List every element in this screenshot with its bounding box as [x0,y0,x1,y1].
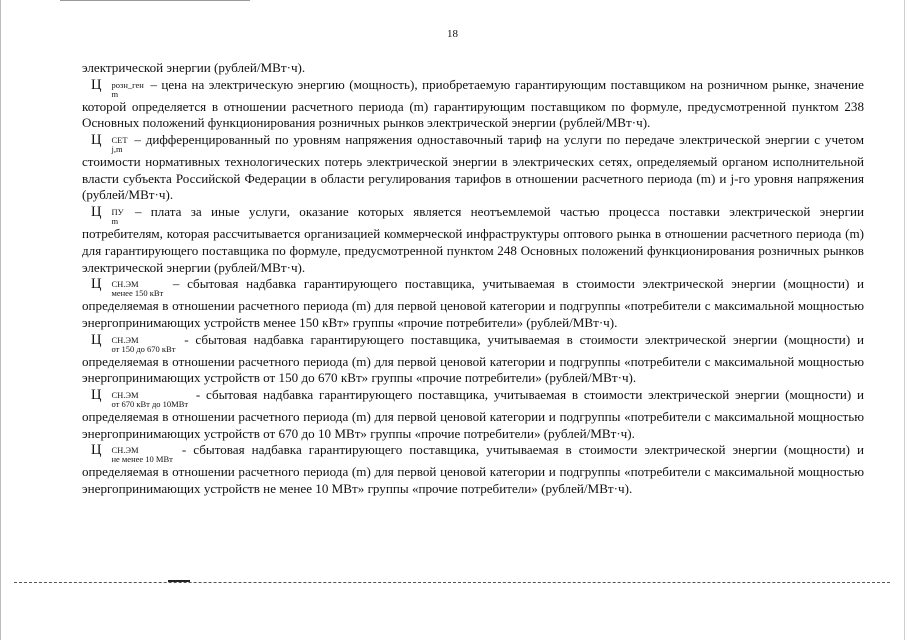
definition-text: – дифференцированный по уровням напряжения одноставочный тариф на услуги по передаче электрической энергии с учетом стоимости нормативных технологических потерь электрической энергии в электрических сетях, определяемый органом исполнительной власти субъекта Российской Федерации в области регулирования тарифов в отношении расчетного периода (m) и j-го уровня напряжения (рублей/МВт·ч). [82,132,864,203]
page-bottom-dashed-rule [14,582,890,583]
price-symbol-subscript: m [111,88,119,99]
document-body [82,60,864,498]
definition-paragraph [82,332,864,387]
scan-left-edge-line [0,0,1,640]
price-symbol [91,442,175,465]
price-symbol-indices [102,336,175,354]
price-symbol-superscript: розн_ген [111,79,144,90]
intro-line: электрической энергии (рублей/МВт·ч). [82,60,306,75]
price-symbol [91,204,126,227]
definition-paragraph [82,77,864,132]
definition-paragraph [82,276,864,331]
price-symbol-subscript: j,m [111,144,123,155]
definition-paragraph [82,132,864,204]
price-symbol [91,386,190,409]
price-symbol-subscript: m [111,216,119,227]
price-symbol-subscript: не менее 10 МВт [111,454,173,465]
definition-paragraph [82,387,864,442]
price-symbol-superscript: СН.ЭМ [111,445,139,456]
page-number: 18 [447,28,458,40]
price-symbol [91,331,177,354]
price-symbol-base: Ц [91,386,102,403]
price-symbol-base: Ц [91,331,102,348]
price-symbol-indices [102,208,123,226]
definition-paragraph [82,442,864,497]
definition-text: – сбытовая надбавка гарантирующего поставщика, учитываемая в стоимости электрической энергии (мощности) и определяемая в отношении расчетного периода (m) для первой ценовой категории и подгруппы «потребители с максимальной мощностью энергопринимающих устройств менее 150 кВт» группы «прочие потребители» (рублей/МВт·ч). [82,276,864,330]
price-symbol-subscript: от 150 до 670 кВт [111,343,176,354]
definition-text: - сбытовая надбавка гарантирующего поставщика, учитываемая в стоимости электрической энергии (мощности) и определяемая в отношении расчетного периода (m) для первой ценовой категории и подгруппы «потребители с максимальной мощностью энергопринимающих устройств от 670 до 10 МВт» группы «прочие потребители» (рублей/МВт·ч). [82,386,864,441]
definition-text: – плата за иные услуги, оказание которых является неотъемлемой частью процесса поставки электрической энергии потребителям, которая рассчитывается организацией коммерческой инфраструктуры оптового рынка в отношении расчетного периода (m) для гарантирующего поставщика по формуле, предусмотренной пунктом 248 Основных положений функционирования розничных рынков электрической энергии (рублей/МВт·ч). [82,204,864,275]
definition-paragraph [82,204,864,276]
price-symbol-superscript: СН.ЭМ [111,279,139,290]
price-symbol-indices [102,81,143,99]
page-bottom-mark [168,580,190,582]
definitions-list [82,77,864,498]
price-symbol [91,276,165,299]
definition-text: - сбытовая надбавка гарантирующего поставщика, учитываемая в стоимости электрической энергии (мощности) и определяемая в отношении расчетного периода (m) для первой ценовой категории и подгруппы «потребители с максимальной мощностью энергопринимающих устройств не менее 10 МВт» группы «прочие потребители» (рублей/МВт·ч). [82,442,864,497]
definition-text: – цена на электрическую энергию (мощность), приобретаемую гарантирующим поставщиком на розничном рынке, значение которой определяется в отношении расчетного периода (m) гарантирующим поставщиком по формуле, предусмотренной пунктом 238 Основных положений функционирования розничных рынков электрической энергии (рублей/МВт·ч). [82,76,864,131]
price-symbol-superscript: СЕТ [111,135,128,146]
price-symbol-base: Ц [91,76,102,93]
price-symbol-base: Ц [91,204,102,221]
price-symbol-indices [102,446,172,464]
price-symbol-subscript: менее 150 кВт [111,288,164,299]
price-symbol-base: Ц [91,442,102,459]
price-symbol-superscript: ПУ [111,207,124,218]
price-symbol-base: Ц [91,276,102,293]
price-symbol-subscript: от 670 кВт до 10МВт [111,398,189,409]
price-symbol-indices [102,280,163,298]
price-symbol-indices [102,391,188,409]
price-symbol-indices [102,136,127,154]
price-symbol [91,76,146,99]
definition-text: - сбытовая надбавка гарантирующего поставщика, учитываемая в стоимости электрической энергии (мощности) и определяемая в отношении расчетного периода (m) для первой ценовой категории и подгруппы «потребители с максимальной мощностью энергопринимающих устройств от 150 до 670 кВт» группы «прочие потребители» (рублей/МВт·ч). [82,331,864,386]
price-symbol-superscript: СН.ЭМ [111,334,139,345]
price-symbol [91,132,130,155]
price-symbol-superscript: СН.ЭМ [111,389,139,400]
price-symbol-base: Ц [91,132,102,149]
scan-top-edge-line [60,0,250,1]
